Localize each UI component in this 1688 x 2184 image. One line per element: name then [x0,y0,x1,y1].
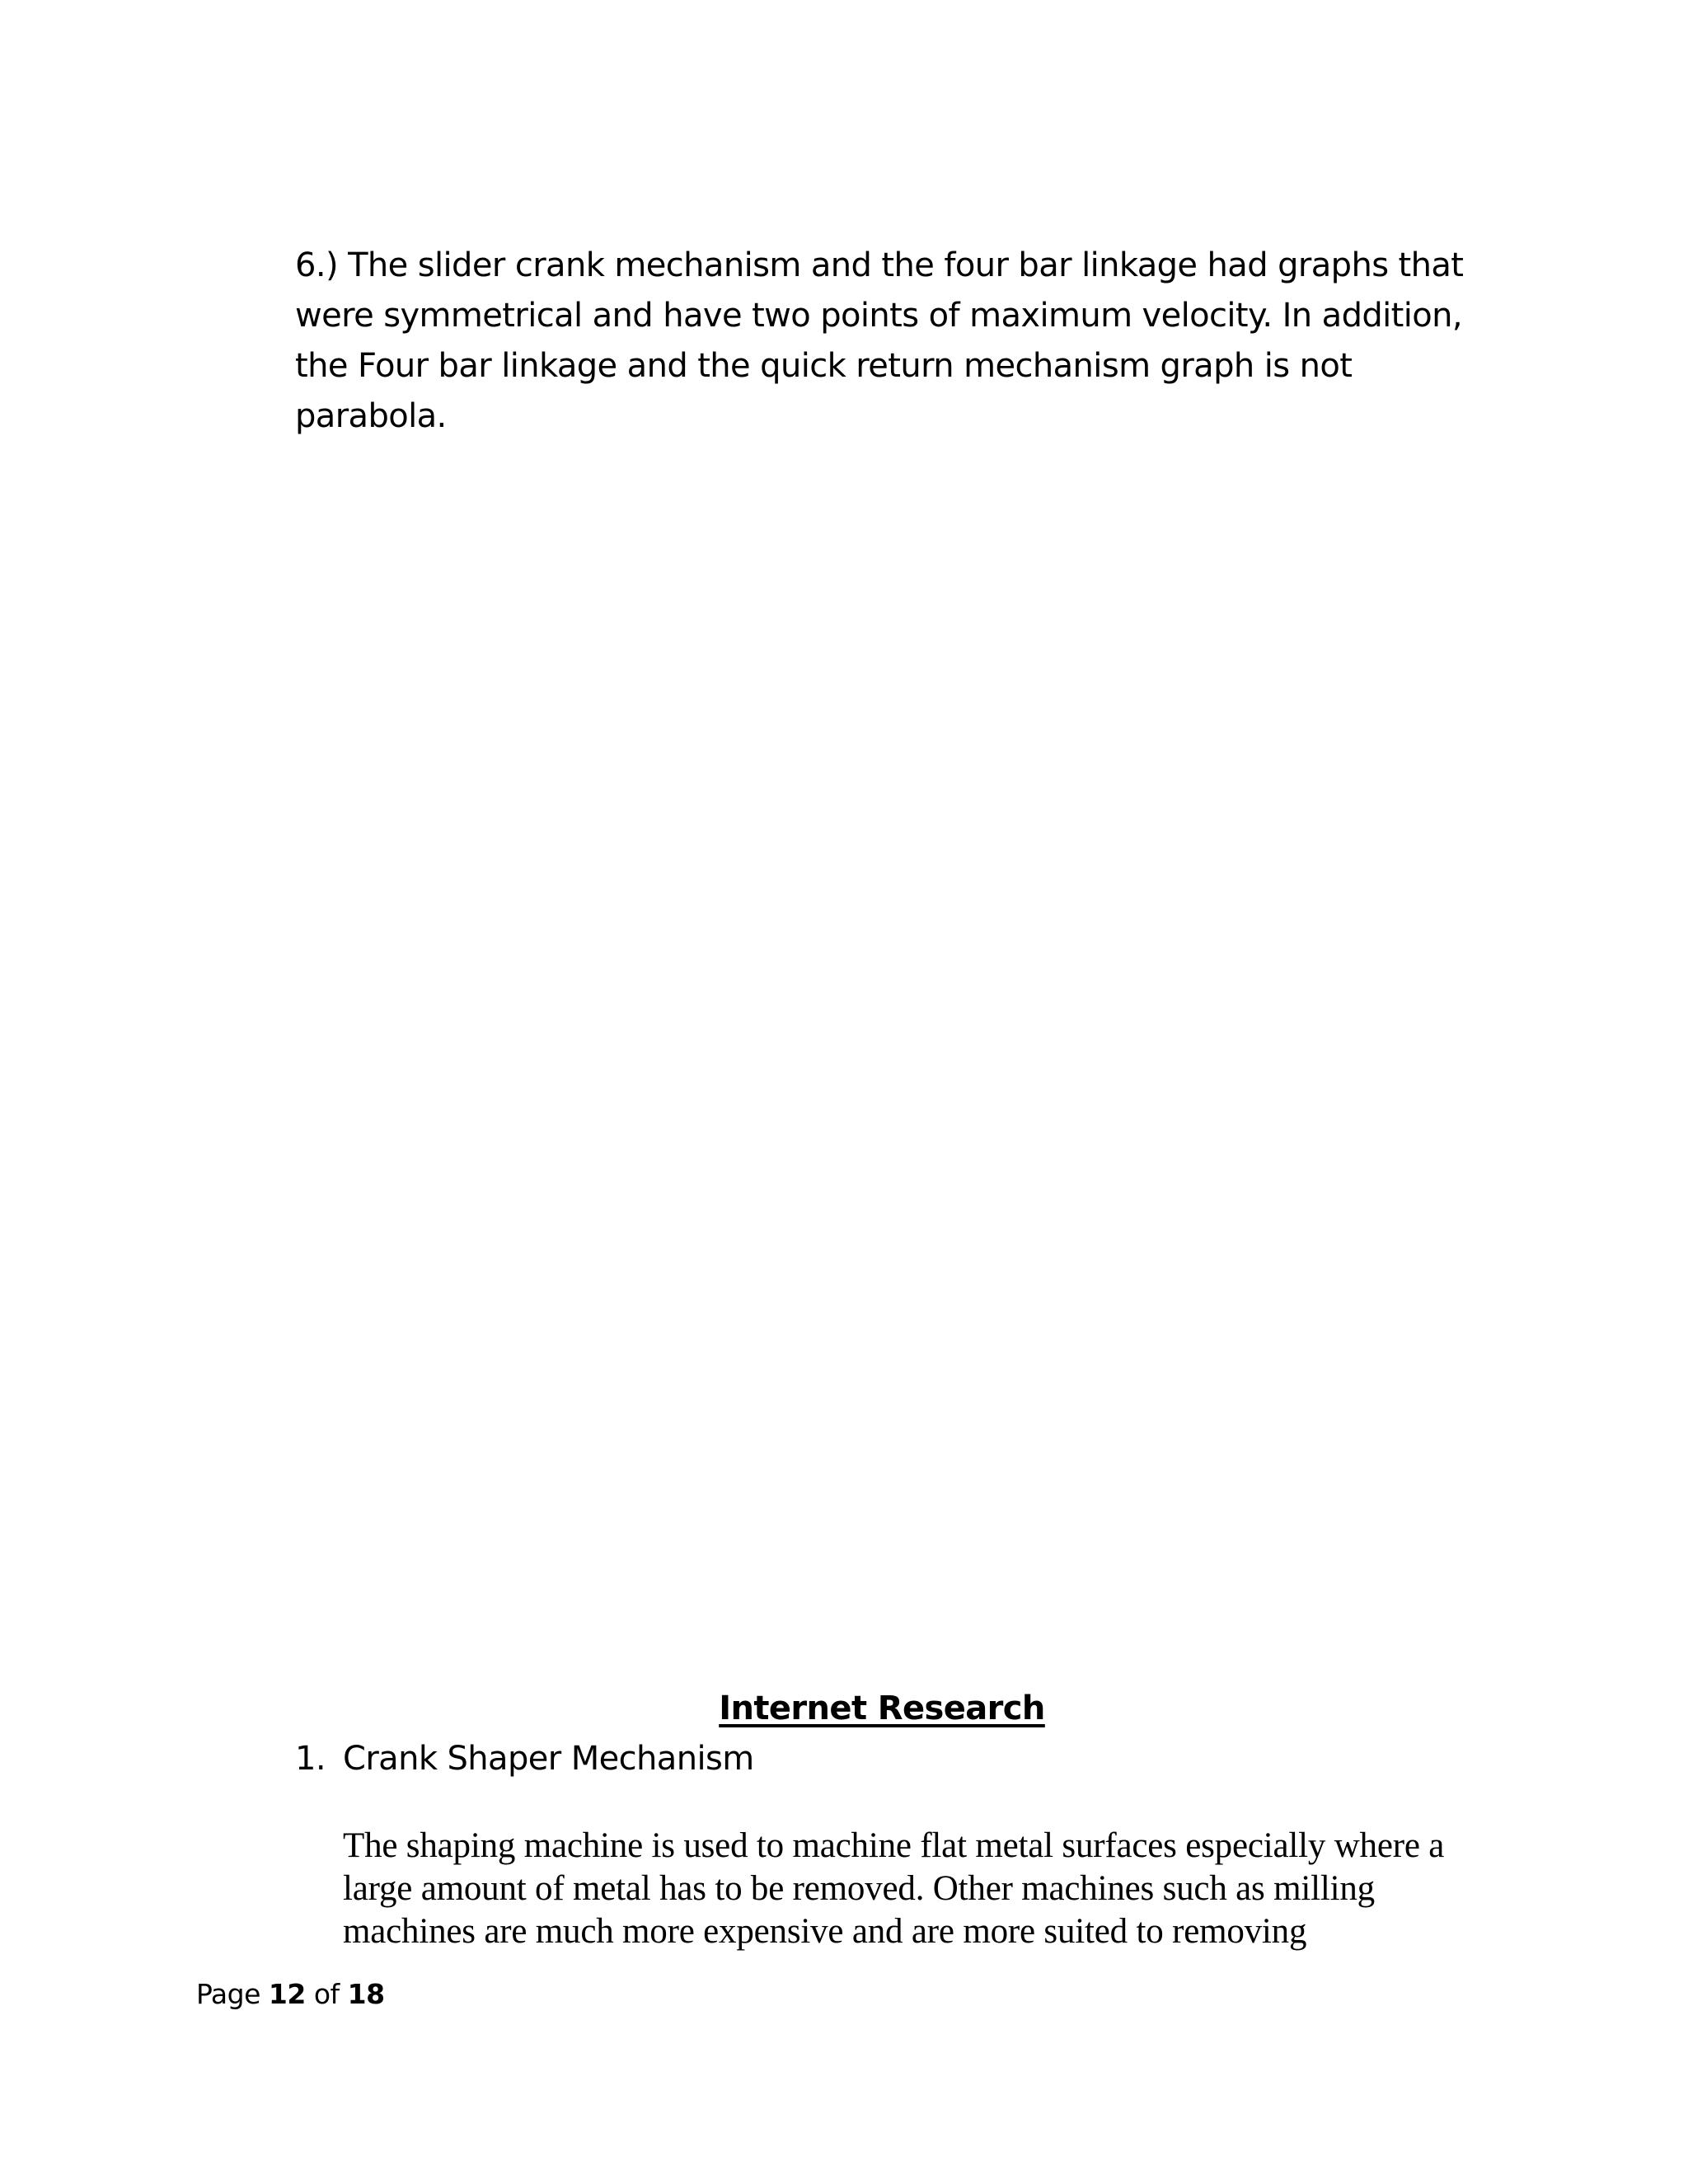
section-6-paragraph: 6.) The slider crank mechanism and the four bar linkage had graphs that were symmetrical and have two points of maximum velocity. In addition, the Four bar linkage and the quick return mechanism graph is not parabola. [295,246,1464,435]
list-item [295,1737,754,1780]
footer-total-pages: 18 [347,1978,385,2010]
list-item-title: Crank Shaper Mechanism [343,1740,754,1778]
footer-of-word: of [313,1978,340,2010]
footer-page-word: Page [196,1978,260,2010]
page-footer [196,1976,385,2013]
footer-current-page: 12 [268,1978,306,2010]
list-item-number: 1. [295,1740,326,1778]
crank-shaper-description: The shaping machine is used to machine flat metal surfaces especially where a large amount of metal has to be removed. Other machines such as milling machines are much more expensive and are more suited to removing [343,1826,1445,1951]
internet-research-heading: Internet Research [719,1690,1045,1727]
